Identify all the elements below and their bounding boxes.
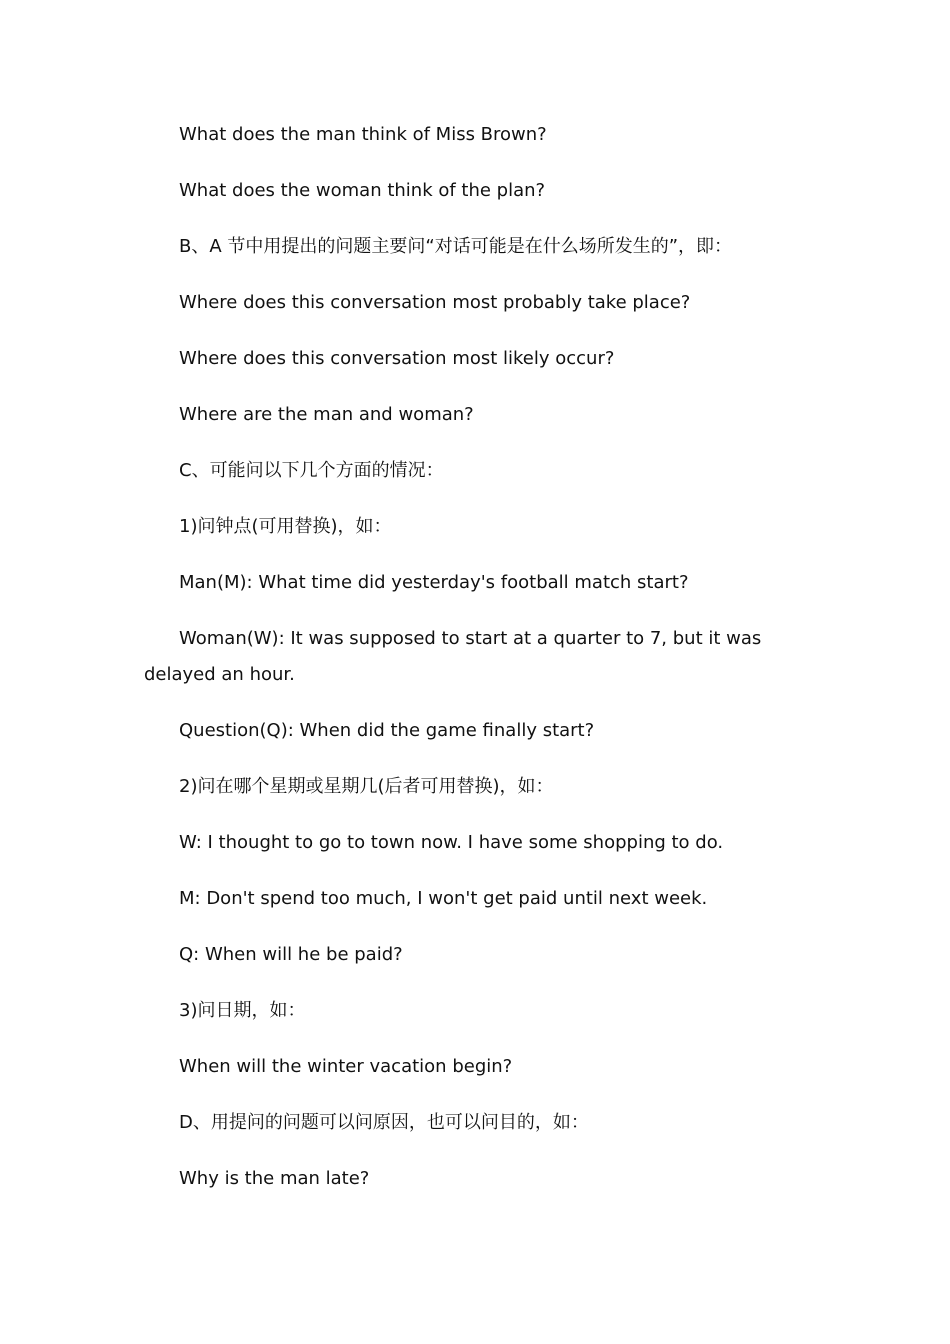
- paragraph-item-1: 1)问钟点(可用替换)，如：: [179, 516, 392, 537]
- paragraph-man-paid: M: Don't spend too much, I won't get paid until next week.: [179, 888, 708, 909]
- paragraph-section-c: C、可能问以下几个方面的情况：: [179, 460, 444, 481]
- paragraph-question-miss-brown: What does the man think of Miss Brown?: [179, 124, 547, 145]
- paragraph-item-2: 2)问在哪个星期或星期几(后者可用替换)，如：: [179, 776, 554, 797]
- paragraph-why-late: Why is the man late?: [179, 1168, 370, 1189]
- paragraph-question-paid: Q: When will he be paid?: [179, 944, 403, 965]
- paragraph-where-take-place: Where does this conversation most probably take place?: [179, 292, 691, 313]
- paragraph-question-plan: What does the woman think of the plan?: [179, 180, 546, 201]
- paragraph-question-game: Question(Q): When did the game finally start?: [179, 720, 595, 741]
- document-body: [144, 117, 784, 1217]
- paragraph-winter-vacation: When will the winter vacation begin?: [179, 1056, 513, 1077]
- paragraph-woman-delayed: Woman(W): It was supposed to start at a quarter to 7, but it was delayed an hour.: [144, 628, 762, 685]
- paragraph-section-b: B、A 节中用提出的问题主要问“对话可能是在什么场所发生的”，即：: [179, 236, 733, 257]
- paragraph-man-football: Man(M): What time did yesterday's football match start?: [179, 572, 689, 593]
- paragraph-item-3: 3)问日期，如：: [179, 1000, 306, 1021]
- paragraph-where-man-woman: Where are the man and woman?: [179, 404, 474, 425]
- paragraph-woman-shopping: W: I thought to go to town now. I have some shopping to do.: [179, 832, 724, 853]
- paragraph-section-d: D、用提问的问题可以问原因，也可以问目的，如：: [179, 1112, 589, 1133]
- paragraph-where-occur: Where does this conversation most likely occur?: [179, 348, 615, 369]
